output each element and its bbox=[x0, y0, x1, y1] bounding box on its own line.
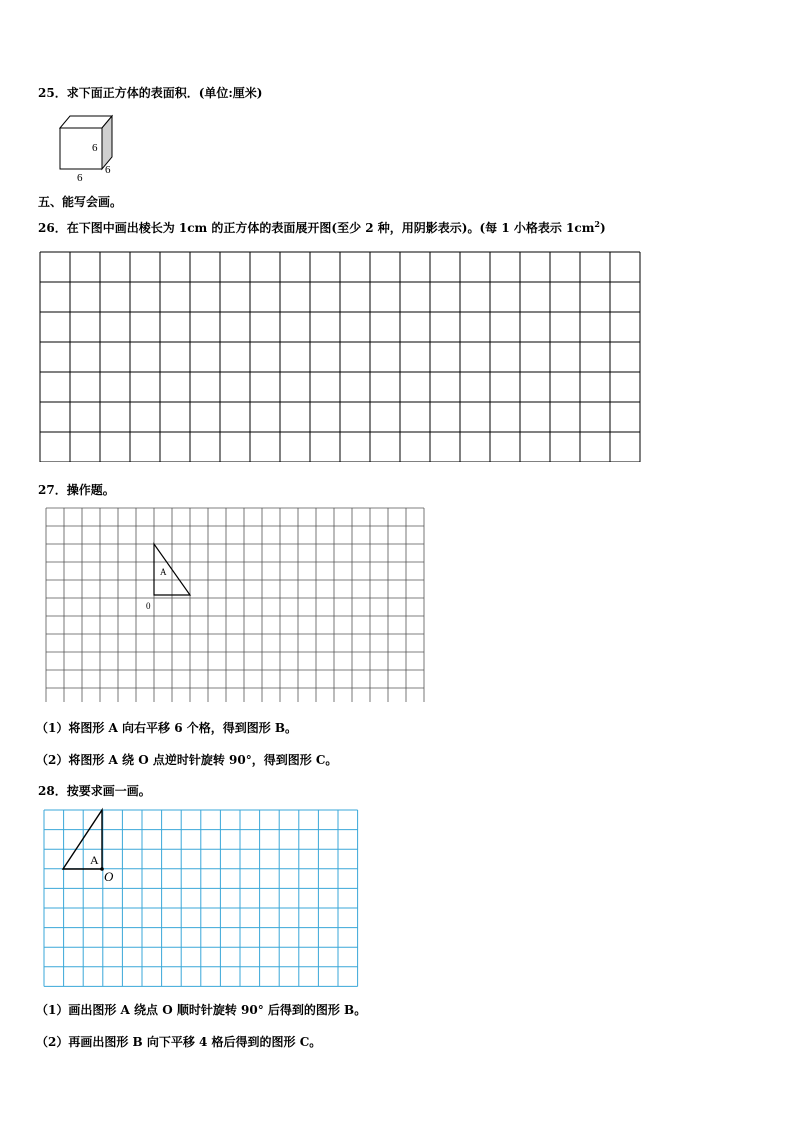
cube-label-bottom: 6 bbox=[77, 172, 83, 182]
question-27-text: 27．操作题。 bbox=[38, 483, 115, 497]
question-26-superscript: 2 bbox=[594, 219, 600, 229]
cube-label-side: 6 bbox=[105, 164, 111, 176]
question-26-end: ) bbox=[599, 221, 606, 235]
cube-figure bbox=[50, 110, 122, 182]
q26-grid[interactable] bbox=[39, 251, 641, 462]
question-26-text bbox=[38, 219, 606, 236]
q27-triangle-a bbox=[140, 540, 200, 615]
section-title: 五、能写会画。 bbox=[38, 195, 123, 209]
q28-subquestion-2: （2）再画出图形 B 向下平移 4 格后得到的图形 C。 bbox=[36, 1035, 322, 1049]
question-26-main: 26．在下图中画出棱长为 1cm 的正方体的表面展开图(至少 2 种，用阴影表示)。(每 1 小格表示 1cm bbox=[38, 221, 595, 235]
triangle-a-label: A bbox=[90, 853, 99, 867]
point-o-label: O bbox=[104, 869, 114, 884]
cube-label-front: 6 bbox=[92, 142, 98, 154]
q28-subquestion-1: （1）画出图形 A 绕点 O 顺时针旋转 90° 后得到的图形 B。 bbox=[36, 1003, 367, 1017]
q28-triangle-a bbox=[55, 805, 130, 885]
point-o-label: 0 bbox=[146, 601, 151, 611]
q27-grid[interactable] bbox=[45, 507, 425, 702]
question-28-text: 28．按要求画一画。 bbox=[38, 784, 151, 798]
question-25-text: 25．求下面正方体的表面积．(单位:厘米) bbox=[38, 86, 263, 100]
triangle-a-label: A bbox=[160, 567, 167, 577]
q27-subquestion-2: （2）将图形 A 绕 O 点逆时针旋转 90°，得到图形 C。 bbox=[36, 753, 338, 767]
q27-subquestion-1: （1）将图形 A 向右平移 6 个格，得到图形 B。 bbox=[36, 721, 298, 735]
